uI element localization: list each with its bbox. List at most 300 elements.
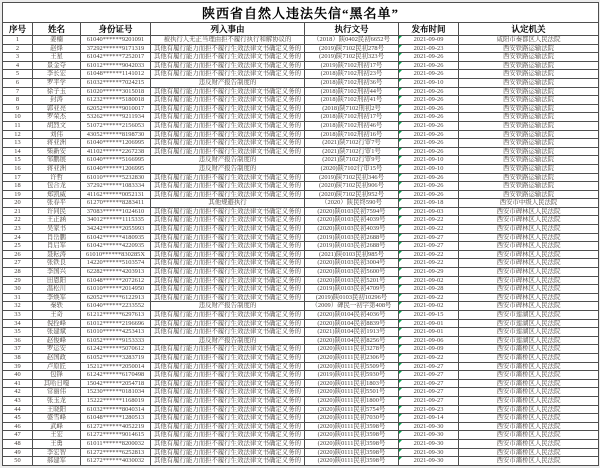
doc-number-cell: （2009）碑民一初字第408号 [305, 302, 399, 311]
reason-cell: 其他有履行能力而拒不履行生效法律文书确定义务的 [151, 439, 305, 448]
serial-cell: 31 [3, 293, 33, 302]
name-cell: 李焕军 [33, 293, 81, 302]
doc-number-cell: (2020)陕0104民初8839号 [305, 319, 399, 328]
publish-date-cell: 2021-09-02 [399, 302, 459, 311]
publish-date-cell: 2021-09-26 [399, 139, 459, 148]
name-cell: 王晓阳 [33, 405, 81, 414]
name-cell: 蒋亚洲 [33, 139, 81, 148]
cell-flag-icon [399, 423, 402, 426]
publish-date-cell: 2021-09-26 [399, 130, 459, 139]
id-number-cell: 43052******8198730 [81, 130, 151, 139]
table-row [3, 233, 599, 242]
publish-date-cell: 2021-09-29 [399, 268, 459, 277]
table-row [3, 164, 599, 173]
cell-flag-icon [399, 363, 402, 366]
name-cell: 郑凯威 [33, 190, 81, 199]
publish-date-cell: 2021-09-03 [399, 207, 459, 216]
name-cell: 李长宏 [33, 70, 81, 79]
doc-number-cell: (2019)陕7102民初278号 [305, 44, 399, 53]
cell-flag-icon [399, 199, 402, 202]
doc-number-cell: (2020)陕7102民初906号 [305, 182, 399, 191]
reason-cell: 违反财产报告制度的 [151, 78, 305, 87]
table-row [3, 242, 599, 251]
doc-number-cell: (2020)陕0111民初5754号 [305, 405, 399, 414]
authority-cell: 西安市碑林区人民法院 [459, 225, 599, 234]
doc-number-cell: (2020)陕0103民初5201号 [305, 276, 399, 285]
table-row [3, 182, 599, 191]
cell-flag-icon [399, 242, 402, 245]
name-cell: 张春平 [33, 199, 81, 208]
doc-number-cell: (2020)陕0111民初2306号 [305, 353, 399, 362]
table-row [3, 379, 599, 388]
id-number-cell: 61020******3015018 [81, 87, 151, 96]
reason-cell: 其他有履行能力而拒不履行生效法律文书确定义务的 [151, 147, 305, 156]
publish-date-cell: 2021-09-23 [399, 405, 459, 414]
serial-cell: 39 [3, 362, 33, 371]
id-number-cell: 61010******4253413 [81, 328, 151, 337]
reason-cell: 其他有履行能力而拒不履行生效法律文书确定义务的 [151, 379, 305, 388]
column-header-serial: 序号 [3, 23, 33, 36]
doc-number-cell: (2020)陕0103民初3004号 [305, 259, 399, 268]
publish-date-cell: 2021-09-26 [399, 104, 459, 113]
id-number-cell: 61270******8283411 [81, 199, 151, 208]
serial-cell: 34 [3, 319, 33, 328]
doc-number-cell: (2018)陕7102刑初17号 [305, 113, 399, 122]
publish-date-cell: 2021-09-27 [399, 396, 459, 405]
title-row [3, 3, 599, 23]
publish-date-cell: 2021-09-10 [399, 78, 459, 87]
name-cell: 封涛 [33, 96, 81, 105]
authority-cell: 西安市碑林区人民法院 [459, 233, 599, 242]
reason-cell: 违反财产报告制度的 [151, 302, 305, 311]
cell-flag-icon [399, 105, 402, 108]
authority-cell: 西安铁路运输法院 [459, 173, 599, 182]
doc-number-cell: (2021)陕7102行审9号 [305, 156, 399, 165]
id-number-cell: 62052******9010017 [81, 104, 151, 113]
authority-cell: 西安市莲湖区人民法院 [459, 328, 599, 337]
cell-flag-icon [399, 131, 402, 134]
authority-cell: 西安铁路运输法院 [459, 182, 599, 191]
authority-cell: 西安铁路运输法院 [459, 156, 599, 165]
table-row [3, 405, 599, 414]
cell-flag-icon [399, 191, 402, 194]
authority-cell: 西安市碑林区人民法院 [459, 285, 599, 294]
publish-date-cell: 2021-09-26 [399, 96, 459, 105]
reason-cell: 其他规避执行 [151, 199, 305, 208]
name-cell: 盛雪峰 [33, 414, 81, 423]
id-number-cell: 61040******9201091 [81, 36, 151, 45]
serial-cell: 27 [3, 259, 33, 268]
publish-date-cell: 2021-09-28 [399, 285, 459, 294]
reason-cell: 其他有履行能力而拒不履行生效法律文书确定义务的 [151, 422, 305, 431]
name-cell: 许哲 [33, 173, 81, 182]
serial-cell: 16 [3, 164, 33, 173]
id-number-cell: 61272******6252813 [81, 448, 151, 457]
serial-cell: 15 [3, 156, 33, 165]
publish-date-cell: 2021-09-22 [399, 259, 459, 268]
authority-cell: 西安市灞桥区人民法院 [459, 396, 599, 405]
authority-cell: 西安铁路运输法院 [459, 139, 599, 148]
reason-cell: 其他有履行能力而拒不履行生效法律文书确定义务的 [151, 53, 305, 62]
reason-cell: 其他有履行能力而拒不履行生效法律文书确定义务的 [151, 388, 305, 397]
id-number-cell: 61032******7024215 [81, 78, 151, 87]
doc-number-cell: (2020)陕0111民初1800号 [305, 396, 399, 405]
table-row [3, 61, 599, 70]
table-row [3, 104, 599, 113]
id-number-cell: 61042******4220935 [81, 242, 151, 251]
cell-flag-icon [399, 79, 402, 82]
publish-date-cell: 2021-09-26 [399, 53, 459, 62]
serial-cell: 32 [3, 302, 33, 311]
serial-cell: 35 [3, 328, 33, 337]
name-cell: 胡烈文 [33, 121, 81, 130]
serial-cell: 23 [3, 225, 33, 234]
authority-cell: 西安铁路运输法院 [459, 104, 599, 113]
publish-date-cell: 2021-09-26 [399, 70, 459, 79]
authority-cell: 西安市莲湖区人民法院 [459, 319, 599, 328]
name-cell: 景金夺 [33, 61, 81, 70]
doc-number-cell: (2018)陕7102刑初16号 [305, 130, 399, 139]
publish-date-cell: 2021-09-26 [399, 113, 459, 122]
doc-number-cell: (2020)陕0111民初7030号 [305, 414, 399, 423]
cell-flag-icon [399, 251, 402, 254]
publish-date-cell: 2021-09-26 [399, 182, 459, 191]
table-row [3, 147, 599, 156]
serial-cell: 33 [3, 311, 33, 320]
publish-date-cell: 2021-09-26 [399, 173, 459, 182]
serial-cell: 22 [3, 216, 33, 225]
table-row [3, 345, 599, 354]
table-row [3, 53, 599, 62]
doc-number-cell: (2020)陕0111民初3598号 [305, 439, 399, 448]
cell-flag-icon [399, 165, 402, 168]
cell-flag-icon [399, 388, 402, 391]
serial-cell: 48 [3, 439, 33, 448]
authority-cell: 西安市中级人民法院 [459, 199, 599, 208]
serial-cell: 37 [3, 345, 33, 354]
doc-number-cell: (2020)陕0103民初7594号 [305, 207, 399, 216]
column-header-publish-date: 发布时间 [399, 23, 459, 36]
name-cell: 蒋亚洲 [33, 164, 81, 173]
authority-cell: 西安铁路运输法院 [459, 113, 599, 122]
authority-cell: 西安市碑林区人民法院 [459, 216, 599, 225]
authority-cell: 西安市灞桥区人民法院 [459, 448, 599, 457]
doc-number-cell: (2020)陕0111民初3598号 [305, 431, 399, 440]
reason-cell: 其他有履行能力而拒不履行生效法律文书确定义务的 [151, 44, 305, 53]
reason-cell: 其他有履行能力而拒不履行生效法律文书确定义务的 [151, 396, 305, 405]
id-number-cell: 61040******2233552 [81, 302, 151, 311]
doc-number-cell: (2019)陕7102民初346号 [305, 173, 399, 182]
table-body [3, 36, 599, 466]
serial-cell: 21 [3, 207, 33, 216]
reason-cell: 其他有履行能力而拒不履行生效法律文书确定义务的 [151, 311, 305, 320]
id-number-cell: 61212******6297613 [81, 311, 151, 320]
table-row [3, 216, 599, 225]
id-number-cell: 37292******9171319 [81, 44, 151, 53]
authority-cell: 西安市灞桥区人民法院 [459, 422, 599, 431]
reason-cell: 其他有履行能力而拒不履行生效法律文书确定义务的 [151, 190, 305, 199]
authority-cell: 西安市灞桥区人民法院 [459, 457, 599, 466]
authority-cell: 西安铁路运输法院 [459, 164, 599, 173]
name-cell: 常丽伟 [33, 388, 81, 397]
name-cell: 柴新安 [33, 147, 81, 156]
publish-date-cell: 2021-09-27 [399, 362, 459, 371]
authority-cell: 西安市灞桥区人民法院 [459, 431, 599, 440]
id-number-cell: 62052******6122913 [81, 293, 151, 302]
name-cell: 田恩阳 [33, 276, 81, 285]
table-header-row [3, 23, 599, 36]
table-row [3, 439, 599, 448]
cell-flag-icon [399, 70, 402, 73]
reason-cell: 其他有履行能力而拒不履行生效法律文书确定义务的 [151, 259, 305, 268]
cell-flag-icon [399, 431, 402, 434]
authority-cell: 西安铁路运输法院 [459, 53, 599, 62]
cell-flag-icon [399, 449, 402, 452]
cell-flag-icon [399, 320, 402, 323]
table-row [3, 328, 599, 337]
cell-flag-icon [399, 174, 402, 177]
cell-flag-icon [399, 302, 402, 305]
reason-cell: 其他有履行能力而拒不履行生效法律文书确定义务的 [151, 353, 305, 362]
name-cell: 罗荣杰 [33, 113, 81, 122]
serial-cell: 41 [3, 379, 33, 388]
name-cell: 聂耘涛 [33, 250, 81, 259]
table-row [3, 173, 599, 182]
table-row [3, 36, 599, 45]
authority-cell: 西安市莲湖区人民法院 [459, 336, 599, 345]
cell-flag-icon [399, 440, 402, 443]
id-number-cell: 34012******1115335 [81, 216, 151, 225]
authority-cell: 西安市碑林区人民法院 [459, 250, 599, 259]
id-number-cell: 61040******5166995 [81, 156, 151, 165]
authority-cell: 西安市灞桥区人民法院 [459, 371, 599, 380]
serial-cell: 40 [3, 371, 33, 380]
cell-flag-icon [399, 457, 402, 460]
serial-cell: 9 [3, 104, 33, 113]
id-number-cell: 61232******5180018 [81, 96, 151, 105]
id-number-cell: 62282******4203913 [81, 268, 151, 277]
table-row [3, 285, 599, 294]
id-number-cell: 37292******1083334 [81, 182, 151, 191]
name-cell: 刘伟 [33, 130, 81, 139]
cell-flag-icon [399, 53, 402, 56]
publish-date-cell: 2021-09-09 [399, 345, 459, 354]
reason-cell: 其他有履行能力而拒不履行生效法律文书确定义务的 [151, 207, 305, 216]
name-cell: 邹鹏展 [33, 156, 81, 165]
name-cell: 张建斌 [33, 328, 81, 337]
id-number-cell: 61012******9042033 [81, 61, 151, 70]
table-row [3, 207, 599, 216]
publish-date-cell: 2021-09-30 [399, 457, 459, 466]
publish-date-cell: 2021-09-27 [399, 379, 459, 388]
serial-cell: 19 [3, 190, 33, 199]
name-cell: 武峰 [33, 422, 81, 431]
id-number-cell: 61048******2072612 [81, 276, 151, 285]
serial-cell: 46 [3, 422, 33, 431]
column-header-doc-number: 执行文号 [305, 23, 399, 36]
table-row [3, 268, 599, 277]
table-row [3, 371, 599, 380]
id-number-cell: 61242******6170498 [81, 371, 151, 380]
authority-cell: 西安铁路运输法院 [459, 96, 599, 105]
publish-date-cell: 2021-09-30 [399, 439, 459, 448]
serial-cell: 28 [3, 268, 33, 277]
authority-cell: 西安铁路运输法院 [459, 44, 599, 53]
reason-cell: 其他有履行能力而拒不履行生效法律文书确定义务的 [151, 414, 305, 423]
cell-flag-icon [399, 156, 402, 159]
id-number-cell: 61040******1206995 [81, 164, 151, 173]
cell-flag-icon [399, 406, 402, 409]
publish-date-cell: 2021-09-22 [399, 250, 459, 259]
serial-cell: 25 [3, 242, 33, 251]
table-row [3, 293, 599, 302]
serial-cell: 2 [3, 44, 33, 53]
doc-number-cell: (2021)陕7102行审1号 [305, 147, 399, 156]
id-number-cell: 61010******2014950 [81, 285, 151, 294]
publish-date-cell: 2021-09-30 [399, 448, 459, 457]
doc-number-cell: (2020)陕0111民初3598号 [305, 422, 399, 431]
name-cell: 肖启军 [33, 242, 81, 251]
publish-date-cell: 2021-09-27 [399, 242, 459, 251]
name-cell: 罗平学 [33, 78, 81, 87]
reason-cell: 其他有履行能力而拒不履行生效法律文书确定义务的 [151, 431, 305, 440]
column-header-reason: 列入事由 [151, 23, 305, 36]
publish-date-cell: 2021-09-26 [399, 147, 459, 156]
authority-cell: 西安市碑林区人民法院 [459, 293, 599, 302]
doc-number-cell: (2019)陕0103民初10296号 [305, 293, 399, 302]
publish-date-cell: 2021-09-09 [399, 36, 459, 45]
reason-cell: 其他有履行能力而拒不履行生效法律文书确定义务的 [151, 70, 305, 79]
authority-cell: 西安铁路运输法院 [459, 147, 599, 156]
serial-cell: 29 [3, 276, 33, 285]
authority-cell: 西安市灞桥区人民法院 [459, 439, 599, 448]
cell-flag-icon [399, 122, 402, 125]
publish-date-cell: 2021-09-26 [399, 87, 459, 96]
doc-number-cell: (2019)陕0103民初4709号 [305, 285, 399, 294]
publish-date-cell: 2021-09-23 [399, 44, 459, 53]
reason-cell: 其他有履行能力而拒不履行生效法律文书确定义务的 [151, 121, 305, 130]
table-row [3, 139, 599, 148]
authority-cell: 西安市灞桥区人民法院 [459, 345, 599, 354]
publish-date-cell: 2021-09-18 [399, 199, 459, 208]
doc-number-cell: (2018)陕7102刑初46号 [305, 121, 399, 130]
table-row [3, 414, 599, 423]
cell-flag-icon [399, 259, 402, 262]
reason-cell: 违反财产报告制度的 [151, 336, 305, 345]
serial-cell: 30 [3, 285, 33, 294]
reason-cell: 其他有履行能力而拒不履行生效法律文书确定义务的 [151, 182, 305, 191]
id-number-cell: 61272******9014615 [81, 431, 151, 440]
reason-cell: 其他有履行能力而拒不履行生效法律文书确定义务的 [151, 87, 305, 96]
reason-cell: 违反财产报告制度的 [151, 156, 305, 165]
serial-cell: 44 [3, 405, 33, 414]
name-cell: 王勇 [33, 439, 81, 448]
doc-number-cell: (2018)陕7102刑初36号 [305, 78, 399, 87]
cell-flag-icon [399, 216, 402, 219]
table-row [3, 388, 599, 397]
reason-cell: 其他有履行能力而拒不履行生效法律文书确定义务的 [151, 250, 305, 259]
cell-flag-icon [399, 139, 402, 142]
name-cell: 温松川 [33, 285, 81, 294]
authority-cell: 西安铁路运输法院 [459, 190, 599, 199]
authority-cell: 西安铁路运输法院 [459, 78, 599, 87]
cell-flag-icon [399, 337, 402, 340]
table-row [3, 319, 599, 328]
serial-cell: 17 [3, 173, 33, 182]
authority-cell: 西安市灞桥区人民法院 [459, 379, 599, 388]
reason-cell: 其他有履行能力而拒不履行生效法律文书确定义务的 [151, 457, 305, 466]
doc-number-cell: (2020)陕0111民初3598号 [305, 448, 399, 457]
name-cell: 赵烽 [33, 44, 81, 53]
table-row [3, 422, 599, 431]
name-cell: 王奇 [33, 311, 81, 320]
doc-number-cell: (2018)陕7102刑初44号 [305, 87, 399, 96]
authority-cell: 西安市莲湖区人民法院 [459, 311, 599, 320]
table-row [3, 250, 599, 259]
column-header-name: 姓名 [33, 23, 81, 36]
id-number-cell: 61042******7252017 [81, 53, 151, 62]
id-number-cell: 15212******2050014 [81, 362, 151, 371]
cell-flag-icon [399, 45, 402, 48]
serial-cell: 3 [3, 53, 33, 62]
publish-date-cell: 2021-09-26 [399, 61, 459, 70]
serial-cell: 43 [3, 396, 33, 405]
name-cell: 肖岳鹏 [33, 233, 81, 242]
doc-number-cell: (2019)陕7102刑初17号 [305, 61, 399, 70]
publish-date-cell: 2021-09-27 [399, 388, 459, 397]
cell-flag-icon [399, 208, 402, 211]
page-title: 陕西省自然人违法失信“黑名单” [3, 3, 599, 23]
authority-cell: 西安市碑林区人民法院 [459, 268, 599, 277]
cell-flag-icon [399, 354, 402, 357]
reason-cell: 其他有履行能力而拒不履行生效法律文书确定义务的 [151, 104, 305, 113]
doc-number-cell: (2020)陕0111民初3598号 [305, 457, 399, 466]
id-number-cell: 14220******5103574 [81, 259, 151, 268]
cell-flag-icon [399, 397, 402, 400]
reason-cell: 其他有履行能力而拒不履行生效法律文书确定义务的 [151, 113, 305, 122]
table-row [3, 199, 599, 208]
publish-date-cell: 2021-09-01 [399, 319, 459, 328]
reason-cell: 其他有履行能力而拒不履行生效法律文书确定义务的 [151, 285, 305, 294]
name-cell: 李宏智 [33, 448, 81, 457]
authority-cell: 西安市灞桥区人民法院 [459, 353, 599, 362]
doc-number-cell: (2020)陕7102行审15号 [305, 164, 399, 173]
id-number-cell: 61048******1280513 [81, 414, 151, 423]
serial-cell: 38 [3, 353, 33, 362]
reason-cell: 其他有履行能力而拒不履行生效法律文书确定义务的 [151, 405, 305, 414]
doc-number-cell: （2020）陕民终590号 [305, 199, 399, 208]
table-row [3, 396, 599, 405]
cell-flag-icon [399, 294, 402, 297]
cell-flag-icon [399, 36, 402, 39]
doc-number-cell: (2021)陕0103民初985号 [305, 250, 399, 259]
reason-cell: 其他有履行能力而拒不履行生效法律文书确定义务的 [151, 61, 305, 70]
id-number-cell: 37083******1024610 [81, 207, 151, 216]
doc-number-cell: (2020)陕0111民初1803号 [305, 379, 399, 388]
name-cell: 张铁良 [33, 259, 81, 268]
table-row [3, 156, 599, 165]
table-row [3, 130, 599, 139]
authority-cell: 西安市碑林区人民法院 [459, 242, 599, 251]
id-number-cell: 15042******2054718 [81, 379, 151, 388]
doc-number-cell: (2018)陕7102刑初2号 [305, 104, 399, 113]
publish-date-cell: 2021-09-10 [399, 164, 459, 173]
cell-flag-icon [399, 371, 402, 374]
table-row [3, 353, 599, 362]
name-cell: 王宏 [33, 431, 81, 440]
table-row [3, 311, 599, 320]
publish-date-cell: 2021-09-22 [399, 225, 459, 234]
